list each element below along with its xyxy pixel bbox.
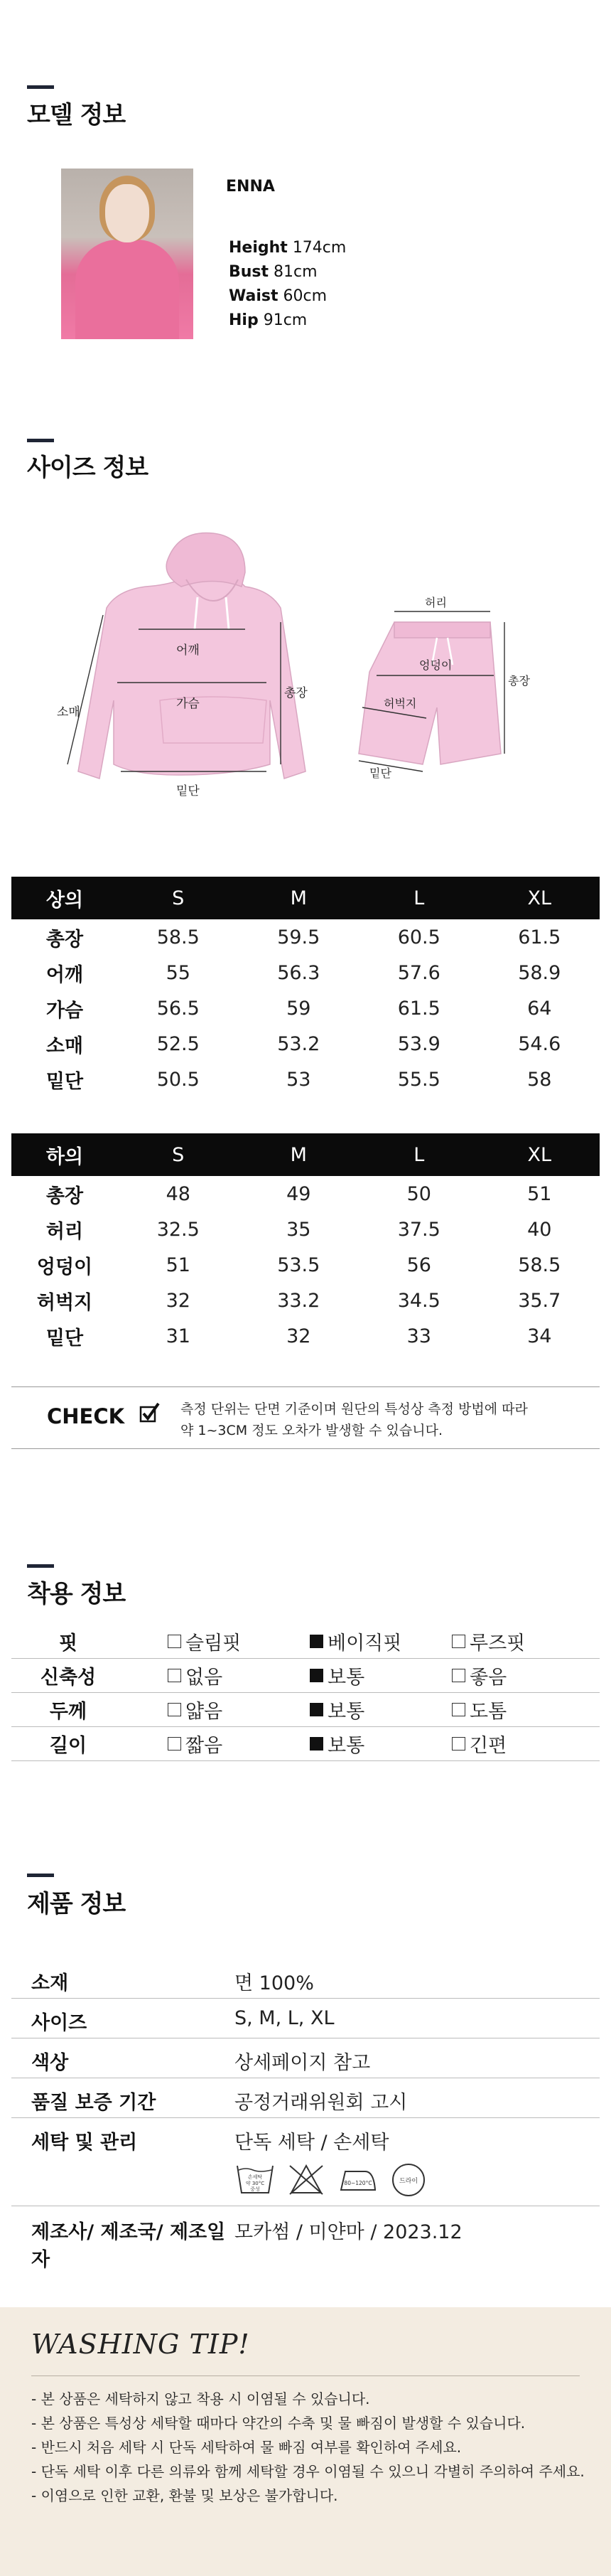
table-row: 엉덩이 51 53.5 56 58.5 bbox=[36, 1254, 561, 1278]
list-item: - 반드시 처음 세탁 시 단독 세탁하여 물 빠짐 여부를 확인하여 주세요. bbox=[31, 2439, 462, 2456]
product-row-care: 세탁 및 관리 단독 세탁 / 손세탁 손세탁 약 30°C 중성 80~120°C 드라이 bbox=[11, 2118, 600, 2206]
checkbox-empty-icon bbox=[168, 1635, 181, 1648]
checkbox-filled-icon bbox=[310, 1737, 323, 1751]
table-row: 허리 32.5 35 37.5 40 bbox=[45, 1218, 552, 1243]
table-header: 하의 S M L XL bbox=[11, 1133, 600, 1176]
measurement-check-note bbox=[11, 1386, 600, 1449]
table-row: 어깨 55 56.3 57.6 58.9 bbox=[45, 961, 561, 986]
product-row-color: 색상 상세페이지 참고 bbox=[11, 2038, 600, 2078]
svg-text:약 30°C: 약 30°C bbox=[245, 2181, 265, 2186]
washing-tip-panel bbox=[0, 2307, 611, 2576]
check-label: CHECK bbox=[47, 1404, 125, 1428]
label-pant-hem: 밑단 bbox=[369, 766, 391, 780]
product-section-title: 제품 정보 bbox=[27, 1890, 126, 1918]
checkbox-empty-icon bbox=[168, 1737, 181, 1751]
label-sleeve: 소매 bbox=[57, 705, 80, 720]
model-stat-height: Height 174cm bbox=[229, 239, 347, 257]
label-chest: 가슴 bbox=[176, 697, 200, 711]
wear-row-thickness: 두께 얇음 보통 도톰 bbox=[11, 1693, 600, 1727]
table-header: 상의 S M L XL bbox=[11, 877, 600, 919]
list-item: - 본 상품은 특성상 세탁할 때마다 약간의 수축 및 물 빠짐이 발생할 수 있습니다. bbox=[31, 2415, 526, 2432]
checkbox-empty-icon bbox=[168, 1669, 181, 1682]
label-hip: 엉덩이 bbox=[419, 658, 453, 672]
checkbox-filled-icon bbox=[310, 1669, 323, 1682]
product-row-warranty: 품질 보증 기간 공정거래위원회 고시 bbox=[11, 2078, 600, 2118]
shorts-illustration bbox=[359, 622, 501, 764]
svg-text:80~120°C: 80~120°C bbox=[344, 2180, 372, 2186]
table-row: 밑단 31 32 33 34 bbox=[45, 1325, 552, 1350]
wear-info-table bbox=[11, 1625, 600, 1761]
svg-text:드라이: 드라이 bbox=[399, 2178, 418, 2185]
model-stat-bust: Bust 81cm bbox=[229, 263, 318, 281]
table-row: 밑단 50.5 53 55.5 58 bbox=[45, 1068, 552, 1093]
model-section-title: 모델 정보 bbox=[27, 101, 126, 129]
product-row-size: 사이즈 S, M, L, XL bbox=[11, 1999, 600, 2038]
check-note-text: 측정 단위는 단면 기준이며 원단의 특성상 측정 방법에 따라 약 1~3CM 정도 오차가 발생할 수 있습니다. bbox=[180, 1401, 528, 1438]
label-pant-length: 총장 bbox=[508, 674, 530, 688]
checkbox-empty-icon bbox=[452, 1703, 465, 1716]
hand-wash-30c-icon bbox=[234, 2161, 276, 2198]
section-marker bbox=[27, 1564, 54, 1568]
checkbox-empty-icon bbox=[168, 1703, 181, 1716]
list-item: - 단독 세탁 이후 다른 의류와 함께 세탁할 경우 이염될 수 있으니 각별히 주의하여 주세요. bbox=[31, 2463, 585, 2480]
label-length: 총장 bbox=[284, 686, 308, 700]
table-row: 소매 52.5 53.2 53.9 54.6 bbox=[45, 1032, 561, 1057]
checkbox-empty-icon bbox=[452, 1669, 465, 1682]
checkbox-empty-icon bbox=[452, 1737, 465, 1751]
iron-80-120c-icon bbox=[337, 2161, 378, 2198]
bottom-size-table bbox=[11, 1133, 600, 1354]
wear-section-title: 착용 정보 bbox=[27, 1580, 126, 1608]
wear-row-stretch: 신축성 없음 보통 좋음 bbox=[11, 1659, 600, 1693]
checkbox-filled-icon bbox=[310, 1635, 323, 1648]
label-hem: 밑단 bbox=[176, 784, 200, 798]
model-stat-waist: Waist 60cm bbox=[229, 287, 328, 305]
checkbox-checked-icon bbox=[139, 1401, 161, 1424]
list-item: - 이염으로 인한 교환, 환불 및 보상은 불가합니다. bbox=[31, 2487, 338, 2504]
size-measurement-illustration bbox=[0, 530, 611, 814]
top-size-table bbox=[11, 877, 600, 1097]
list-item: - 본 상품은 세탁하지 않고 착용 시 이염될 수 있습니다. bbox=[31, 2390, 370, 2407]
product-row-manufacturer: 제조사/ 제조국/ 제조일자 모카썸 / 미얀마 / 2023.12 bbox=[31, 2221, 463, 2271]
svg-text:손세탁: 손세탁 bbox=[247, 2174, 263, 2180]
label-thigh: 허벅지 bbox=[384, 697, 417, 710]
table-row: 가슴 56.5 59 61.5 64 bbox=[45, 997, 552, 1022]
model-name: ENNA bbox=[226, 178, 275, 196]
table-row: 총장 58.5 59.5 60.5 61.5 bbox=[45, 926, 561, 951]
label-shoulder: 어깨 bbox=[176, 643, 200, 658]
section-marker bbox=[27, 85, 54, 89]
section-marker bbox=[27, 1874, 54, 1877]
checkbox-filled-icon bbox=[310, 1703, 323, 1716]
washing-tip-list bbox=[31, 2387, 585, 2508]
wear-row-length: 길이 짧음 보통 긴편 bbox=[11, 1727, 600, 1761]
washing-tip-title: WASHING TIP! bbox=[31, 2329, 250, 2360]
wash-icons bbox=[234, 2161, 600, 2198]
table-row: 허벅지 32 33.2 34.5 35.7 bbox=[36, 1289, 561, 1314]
product-info-table bbox=[11, 1959, 600, 2271]
svg-text:중성: 중성 bbox=[250, 2186, 260, 2192]
section-marker bbox=[27, 439, 54, 442]
product-row-material: 소재 면 100% bbox=[11, 1959, 600, 1999]
divider bbox=[31, 2375, 580, 2376]
checkbox-empty-icon bbox=[452, 1635, 465, 1648]
dry-clean-icon bbox=[388, 2161, 429, 2198]
wear-row-fit: 핏 슬림핏 베이직핏 루즈핏 bbox=[11, 1625, 600, 1659]
label-waist: 허리 bbox=[425, 596, 447, 609]
no-bleach-icon bbox=[286, 2161, 327, 2198]
model-stat-hip: Hip 91cm bbox=[229, 311, 308, 329]
size-section-title: 사이즈 정보 bbox=[27, 454, 148, 482]
table-row: 총장 48 49 50 51 bbox=[45, 1182, 552, 1207]
model-photo bbox=[61, 169, 193, 339]
